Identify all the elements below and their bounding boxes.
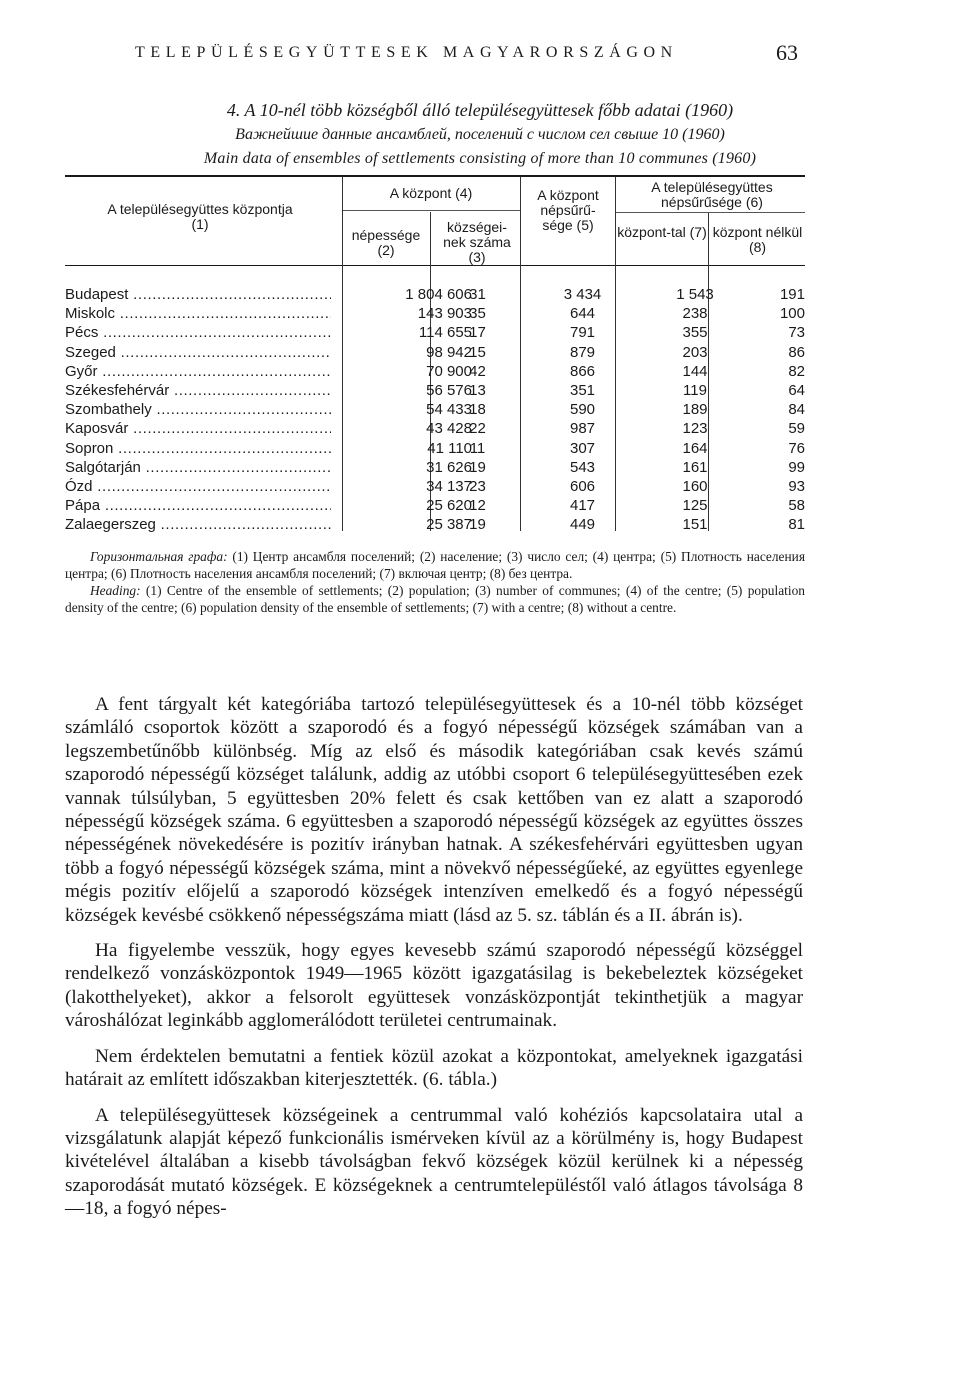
note-ru-text: (1) Центр ансамбля поселений; (2) население; (3) число сел; (4) центра; (5) Плотность населения центра; (6) Плотность населения ансамбля поселений; (7) включая центр; (8) без центра. [65, 549, 805, 581]
cell-communes: 18 [469, 401, 486, 419]
cell-density-center: 351 [569, 381, 596, 399]
cell-center-name: Miskolc ..... [65, 305, 331, 322]
cell-population: 1 804 606 [405, 286, 472, 303]
table-row [65, 420, 805, 439]
cell-center-name: Pápa ..... [65, 497, 331, 514]
table-row [65, 459, 805, 478]
cell-density-center: 879 [569, 343, 596, 361]
group-density-rule [615, 212, 805, 213]
table-notes [65, 548, 805, 616]
cell-population: 25 620 [426, 497, 472, 515]
table-caption-en: Main data of ensembles of settlements consisting of more than 10 communes (1960) [203, 150, 757, 167]
cell-density-center: 606 [569, 477, 596, 495]
cell-communes: 11 [469, 439, 486, 457]
cell-without-center: 93 [788, 477, 805, 495]
cell-population: 25 387 [426, 516, 472, 534]
cell-density-center: 307 [569, 439, 596, 457]
cell-density-center: 590 [569, 401, 596, 419]
table-caption-hu: 4. A 10-nél több községből álló településegyüttesek főbb adatai (1960) [226, 100, 734, 120]
table-row [65, 305, 805, 324]
cell-population: 143 903 [417, 305, 472, 323]
cell-center-name: Sopron ..... [65, 440, 331, 457]
header-group-density: A településegyüttes népsűrűsége (6) [651, 179, 773, 210]
cell-density-center: 3 434 [563, 286, 602, 303]
table-body [65, 286, 805, 535]
cell-population: 114 655 [418, 324, 472, 342]
header-col5: A központ népsűrű-sége (5) [537, 187, 599, 233]
cell-with-center: 151 [682, 516, 708, 534]
table-caption-ru: Важнейшие данные ансамблей, поселений с числом сел свыше 10 (1960) [235, 126, 725, 143]
cell-communes: 13 [469, 381, 486, 399]
cell-without-center: 76 [788, 439, 805, 457]
cell-without-center: 64 [788, 381, 805, 399]
cell-communes: 35 [469, 305, 486, 323]
cell-communes: 23 [469, 477, 486, 495]
note-en-text: (1) Centre of the ensemble of settlements; (2) population; (3) number of communes; (4) of the centre; (5) population density of the centre; (6) population density of the ensemble of settlements; (7) with a centre; (8) without a centre. [65, 583, 805, 615]
note-en [65, 582, 805, 616]
cell-density-center: 449 [569, 516, 596, 534]
cell-without-center: 82 [788, 362, 805, 380]
cell-population: 31 626 [426, 458, 472, 476]
cell-communes: 19 [469, 516, 486, 534]
note-ru [65, 548, 805, 582]
running-head: TELEPÜLÉSEGYÜTTESEK MAGYARORSZÁGON [135, 44, 678, 61]
cell-with-center: 238 [682, 305, 708, 323]
cell-center-name: Salgótarján ..... [65, 459, 331, 476]
cell-without-center: 59 [788, 420, 805, 438]
cell-with-center: 161 [682, 458, 708, 476]
cell-density-center: 866 [569, 362, 596, 380]
cell-communes: 22 [469, 420, 486, 438]
header-col1: A településegyüttes központja (1) [107, 201, 293, 232]
cell-center-name: Szombathely ..... [65, 401, 331, 418]
paragraph: Nem érdektelen bemutatni a fentiek közül azokat a központokat, amelyeknek igazgatási határait az említett időszakban kiterjesztették. (6. tábla.) [65, 1045, 803, 1091]
cell-without-center: 100 [779, 305, 805, 323]
paragraph: Ha figyelembe vesszük, hogy egyes kevesebb számú szaporodó népességű községgel rendelkező vonzásközpontok 1949—1965 között igazgatásilag is bekebeleztek községeket (lakotthelyeket), akkor a felsorolt együttesek vonzásközpontját tekinthetjük a magyar városhálózat leginkább agglomerálódott területei centrumainak. [65, 940, 803, 1032]
cell-density-center: 987 [569, 420, 596, 438]
table-row [65, 440, 805, 459]
cell-without-center: 86 [788, 343, 805, 361]
cell-with-center: 119 [683, 381, 707, 399]
cell-center-name: Székesfehérvár ..... [65, 382, 331, 399]
table-header-bottom-rule [65, 265, 805, 266]
cell-with-center: 123 [682, 420, 708, 438]
table-row [65, 363, 805, 382]
header-group-center: A központ (4) [389, 185, 473, 201]
table-row [65, 324, 805, 343]
cell-without-center: 191 [779, 286, 805, 303]
table-row [65, 286, 805, 305]
cell-density-center: 791 [569, 324, 596, 342]
cell-population: 70 900 [426, 362, 472, 380]
cell-center-name: Budapest ..... [65, 286, 331, 303]
cell-center-name: Ózd ..... [65, 478, 331, 495]
cell-population: 34 137 [426, 477, 472, 495]
cell-without-center: 84 [788, 401, 805, 419]
table-row [65, 401, 805, 420]
note-ru-label: Горизонтальная графа: [90, 549, 228, 564]
table-row [65, 516, 805, 535]
cell-communes: 19 [469, 458, 486, 476]
header-col2: népessége (2) [351, 227, 421, 258]
table-top-rule [65, 175, 805, 177]
cell-with-center: 1 543 [676, 286, 714, 303]
note-en-label: Heading: [90, 583, 141, 598]
cell-center-name: Pécs ..... [65, 324, 331, 341]
cell-communes: 17 [469, 324, 486, 342]
cell-center-name: Szeged ..... [65, 344, 331, 361]
cell-center-name: Kaposvár ..... [65, 420, 331, 437]
table-row [65, 344, 805, 363]
table-row [65, 497, 805, 516]
table-row [65, 478, 805, 497]
cell-with-center: 355 [682, 324, 708, 342]
cell-population: 41 110 [427, 439, 472, 457]
cell-communes: 15 [469, 343, 486, 361]
cell-without-center: 81 [788, 516, 805, 534]
page-number: 63 [776, 40, 798, 65]
cell-without-center: 73 [788, 324, 805, 342]
cell-without-center: 99 [788, 458, 805, 476]
cell-with-center: 125 [682, 497, 708, 515]
cell-with-center: 203 [682, 343, 708, 361]
group-center-rule [342, 210, 520, 211]
header-col8: központ nélkül (8) [712, 224, 803, 255]
header-col3: községei-nek száma (3) [443, 219, 511, 265]
paragraph: A fent tárgyalt két kategóriába tartozó településegyüttesek és a 10-nél több községet számláló csoportok között a szaporodó és a fogyó népességű községek számában van a legszembetűnőbb különbség. Míg az első és második kategóriában csak kevés számú szaporodó népességű községet találunk, addig az utóbbi csoport 6 településegyüttesében ezek vannak túlsúlyban, 5 együttesben 20% felett és csak kettőben van ez alatt a szaporodó népességű községek száma. 6 együttesben a szaporodó népességű községek az együttes összes népességének növekedésére is pozitív irányban hatnak. A székesfehérvári együttesben ugyan több a fogyó népességű községek száma, mint a növekvő népességűeké, az együttes egyenlege mégis pozitív előjelű a szaporodó községek intenzíven emelkedő és a fogyó népességű községek kevésbé csökkenő népességszáma miatt (lásd az 5. sz. táblán és a II. ábrán is). [65, 694, 803, 926]
cell-with-center: 164 [682, 439, 708, 457]
paragraph: A településegyüttesek községeinek a centrummal való kohéziós kapcsolataira utal a vizsgálatunk alapját képező funkcionális ismérveken kívül az a körülmény is, hogy Budapest kivételével általában a kisebb távolságban fekvő községek közül kerülnek ki a népesség szaporodását mutató községek. E községeknek a centrumtelepüléstől való átlagos távolsága 8—18, a fogyó népes- [65, 1104, 803, 1220]
cell-density-center: 543 [569, 458, 596, 476]
cell-without-center: 58 [788, 497, 805, 515]
cell-population: 56 576 [426, 381, 472, 399]
body-text [65, 693, 803, 1233]
cell-with-center: 144 [682, 362, 708, 380]
cell-center-name: Győr ..... [65, 363, 331, 380]
cell-communes: 42 [469, 362, 486, 380]
cell-population: 98 942 [426, 343, 472, 361]
cell-density-center: 644 [569, 305, 596, 323]
cell-density-center: 417 [569, 497, 596, 515]
cell-communes: 31 [469, 286, 486, 303]
cell-population: 43 428 [426, 420, 472, 438]
table-row [65, 382, 805, 401]
cell-communes: 12 [469, 497, 486, 515]
cell-population: 54 433 [426, 401, 472, 419]
cell-with-center: 189 [682, 401, 708, 419]
cell-with-center: 160 [682, 477, 708, 495]
cell-center-name: Zalaegerszeg ..... [65, 516, 331, 533]
header-col7: központ-tal (7) [617, 224, 707, 240]
